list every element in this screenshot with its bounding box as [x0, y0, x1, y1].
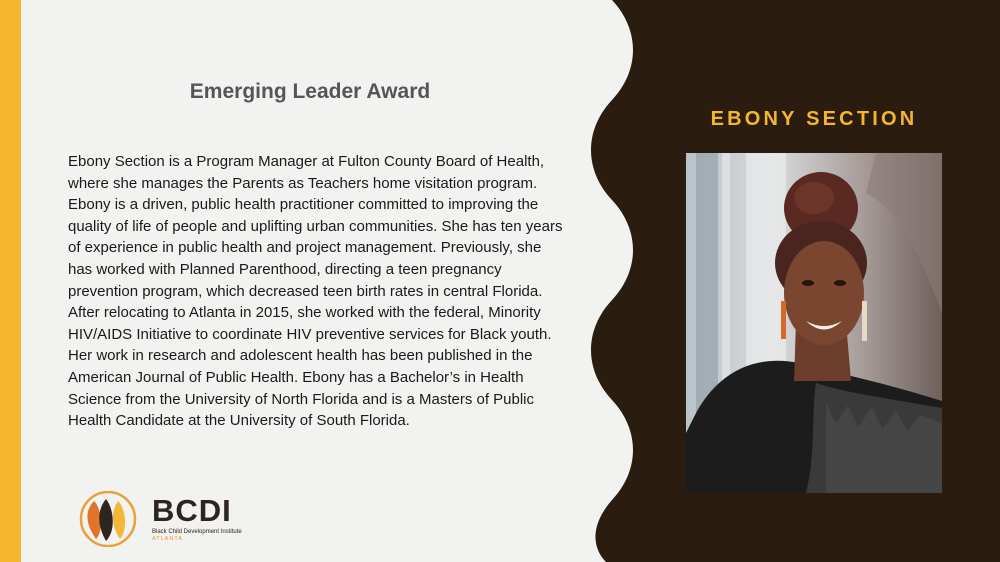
logo-abbreviation: BCDI	[152, 493, 232, 528]
award-title: Emerging Leader Award	[189, 80, 431, 103]
accent-bar	[0, 0, 21, 562]
portrait-illustration	[686, 153, 942, 493]
honoree-photo	[686, 153, 942, 493]
bio-paragraph: Ebony Section is a Program Manager at Fulton County Board of Health, where she manages the Parents as Teachers home visitation program. Ebony is a driven, public health practitioner committed to improving the quality of life of people and uplifting urban communities. She has ten years of experience in public health and project management. Previously, she has worked with Planned Parenthood, directing a teen pregnancy prevention program, which decreased teen birth rates in central Florida. After relocating to Atlanta in 2015, she worked with the federal, Minority HIV/AIDS Initiative to coordinate HIV preventive services for Black youth. Her work in research and adolescent health has been published in the American Journal of Public Health. Ebony has a Bachelor’s in Health Science from the University of North Florida and is a Masters of Public Health Candidate at the University of South Florida.	[68, 153, 563, 430]
logo-full-name: Black Child Development Institute	[152, 529, 242, 535]
honoree-name: EBONY SECTION	[710, 108, 918, 130]
bcdi-logo-icon	[74, 491, 148, 547]
logo-city: ATLANTA	[152, 536, 183, 542]
